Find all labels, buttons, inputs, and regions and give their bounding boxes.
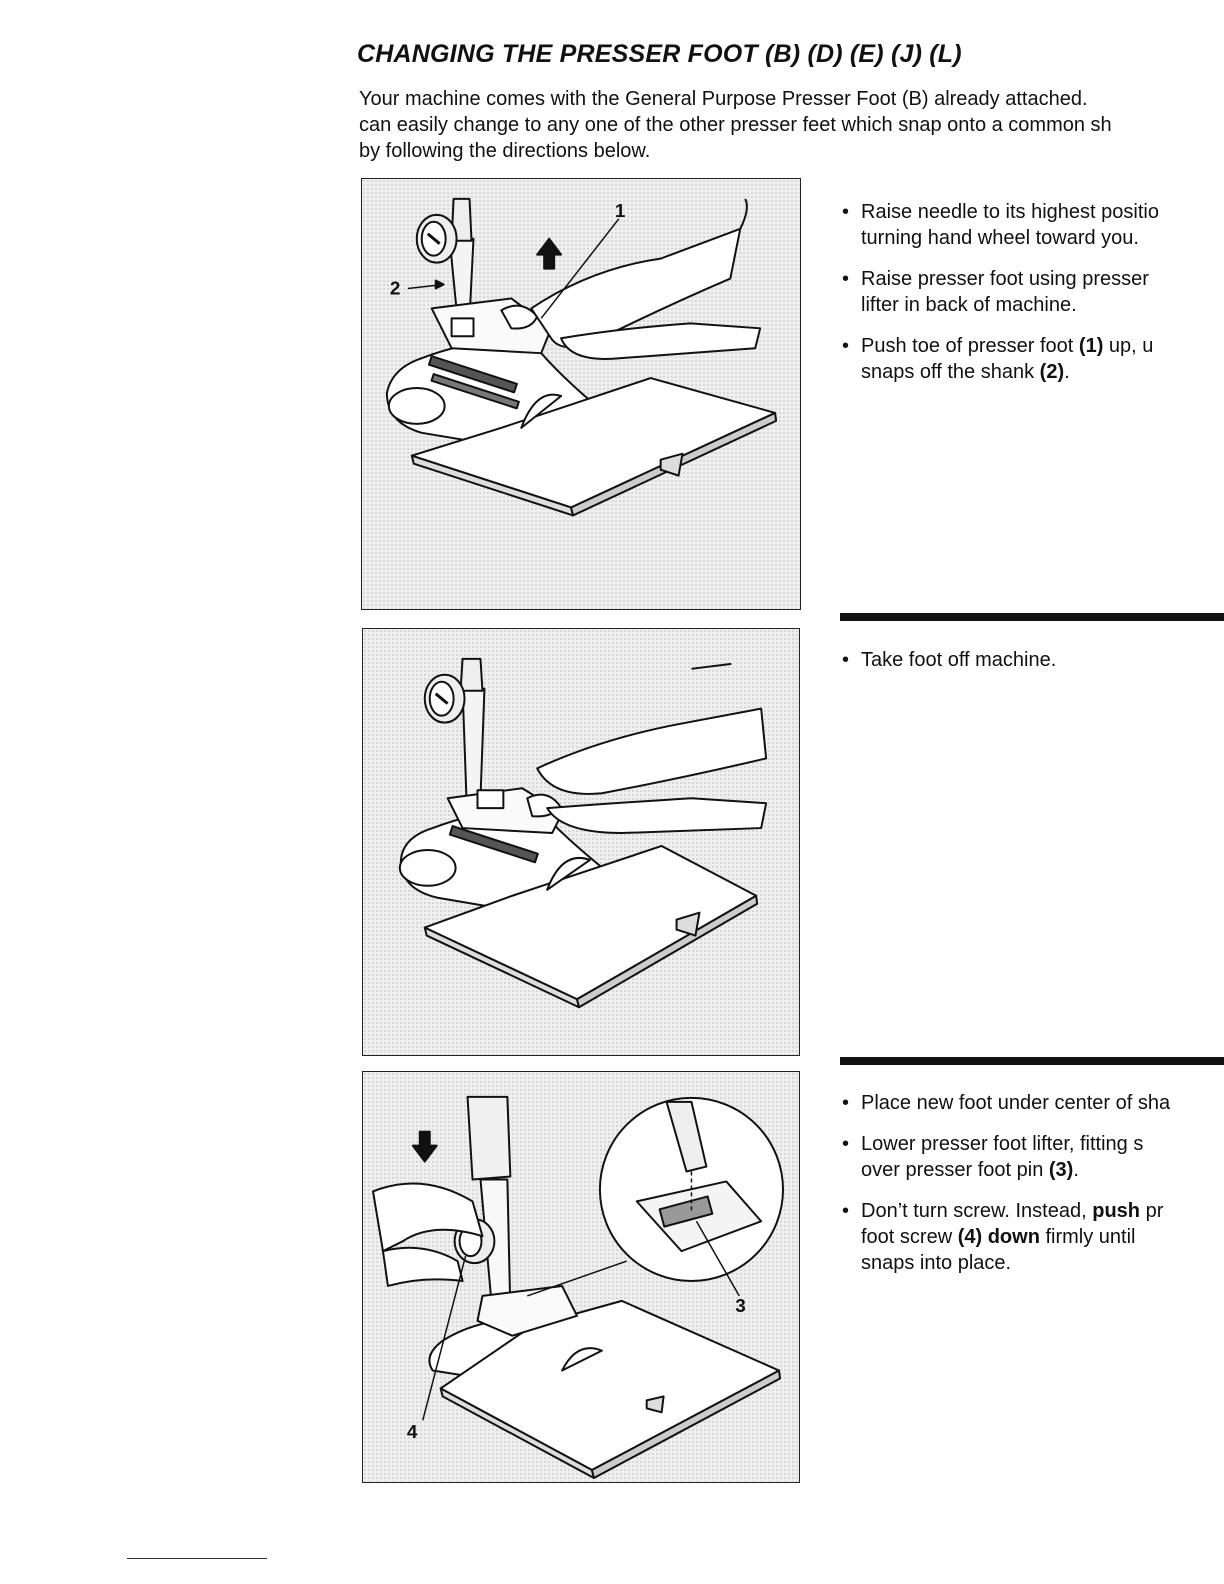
illustration-remove-foot xyxy=(361,178,801,610)
illustration-attach-foot-drawing xyxy=(363,1072,799,1482)
step-push-toe: • Push toe of presser foot (1) up, u snaps off the shank (2). xyxy=(842,335,1154,383)
section-divider xyxy=(840,1057,1224,1065)
steps-attach-foot xyxy=(842,1090,1224,1291)
footer-rule xyxy=(127,1558,267,1559)
bullet-icon: • xyxy=(842,268,850,290)
step-take-foot-off: • Take foot off machine. xyxy=(842,649,1057,671)
step-lower-lifter: • Lower presser foot lifter, fitting s over presser foot pin (3). xyxy=(842,1133,1144,1181)
step-push-screw: • Don’t turn screw. Instead, push pr foot screw (4) down firmly until snaps into place. xyxy=(842,1200,1164,1274)
step-raise-presser-foot: • Raise presser foot using presser lifter in back of machine. xyxy=(842,268,1149,316)
intro-paragraph xyxy=(359,86,1224,164)
callout-2: 2 xyxy=(389,278,401,300)
bullet-icon: • xyxy=(842,1092,850,1114)
steps-take-foot-off xyxy=(842,647,1224,688)
bullet-icon: • xyxy=(842,649,850,671)
bullet-icon: • xyxy=(842,201,850,223)
intro-line-2: can easily change to any one of the other presser feet which snap onto a common sh xyxy=(359,114,1112,136)
section-divider xyxy=(840,613,1224,621)
bullet-icon: • xyxy=(842,1133,850,1155)
illustration-remove-foot-drawing xyxy=(362,179,800,609)
illustration-take-foot-off-drawing xyxy=(363,629,799,1055)
bullet-icon: • xyxy=(842,335,850,357)
bullet-icon: • xyxy=(842,1200,850,1222)
callout-3: 3 xyxy=(735,1295,746,1317)
page-title: CHANGING THE PRESSER FOOT (B) (D) (E) (J) (L) xyxy=(357,40,962,68)
illustration-attach-foot xyxy=(362,1071,800,1483)
intro-line-1: Your machine comes with the General Purpose Presser Foot (B) already attached. xyxy=(359,88,1088,110)
intro-line-3: by following the directions below. xyxy=(359,140,651,162)
callout-4: 4 xyxy=(406,1422,418,1444)
illustration-take-foot-off xyxy=(362,628,800,1056)
step-raise-needle: • Raise needle to its highest positio turning hand wheel toward you. xyxy=(842,201,1159,249)
step-place-new-foot: • Place new foot under center of sha xyxy=(842,1092,1171,1114)
callout-1: 1 xyxy=(614,200,626,222)
steps-remove-foot xyxy=(842,199,1224,400)
